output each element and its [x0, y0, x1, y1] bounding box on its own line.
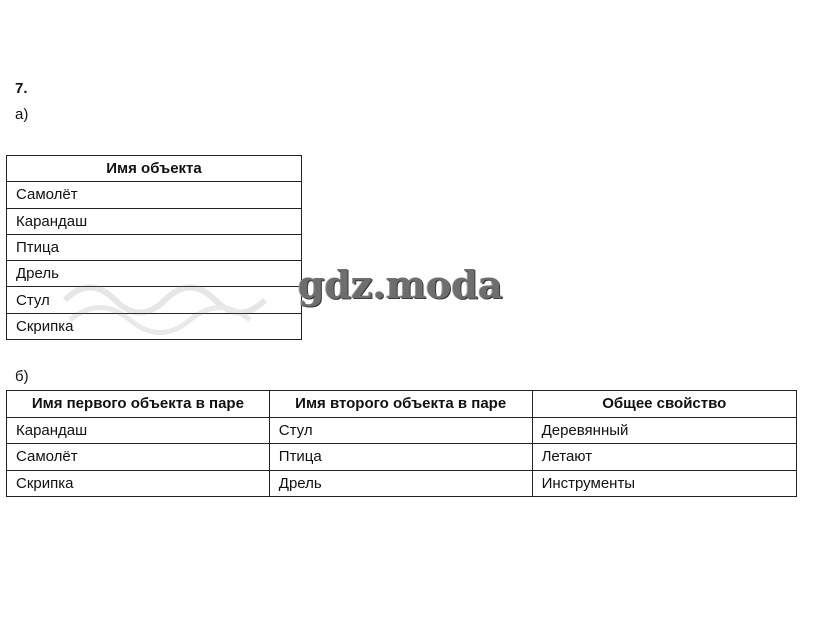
table-row	[7, 234, 302, 260]
table-header-row	[7, 156, 302, 182]
column-header-object-name: Имя объекта	[7, 156, 302, 182]
table-row	[7, 208, 302, 234]
table-cell: Дрель	[7, 261, 302, 287]
table-header-row	[7, 391, 797, 418]
table-row	[7, 417, 797, 444]
table-cell: Дрель	[269, 470, 532, 497]
watermark-logo: gdz.moda	[298, 262, 503, 307]
table-cell: Самолёт	[7, 182, 302, 208]
table-cell: Скрипка	[7, 470, 270, 497]
watermark-scribble	[60, 270, 280, 340]
table-cell: Птица	[269, 444, 532, 471]
column-header-first-object: Имя первого объекта в паре	[7, 391, 270, 418]
part-b-label: б)	[15, 368, 29, 385]
part-a-label: а)	[15, 106, 29, 123]
table-cell: Карандаш	[7, 417, 270, 444]
table-cell: Самолёт	[7, 444, 270, 471]
column-header-second-object: Имя второго объекта в паре	[269, 391, 532, 418]
table-cell: Стул	[269, 417, 532, 444]
table-row	[7, 444, 797, 471]
column-header-common-property: Общее свойство	[532, 391, 796, 418]
pairs-table	[6, 390, 797, 497]
table-cell: Стул	[7, 287, 302, 313]
table-cell: Деревянный	[532, 417, 796, 444]
task-number: 7.	[15, 80, 28, 97]
table-row	[7, 182, 302, 208]
table-cell: Скрипка	[7, 313, 302, 339]
table-row	[7, 470, 797, 497]
table-cell: Инструменты	[532, 470, 796, 497]
table-cell: Летают	[532, 444, 796, 471]
table-cell: Птица	[7, 234, 302, 260]
table-cell: Карандаш	[7, 208, 302, 234]
